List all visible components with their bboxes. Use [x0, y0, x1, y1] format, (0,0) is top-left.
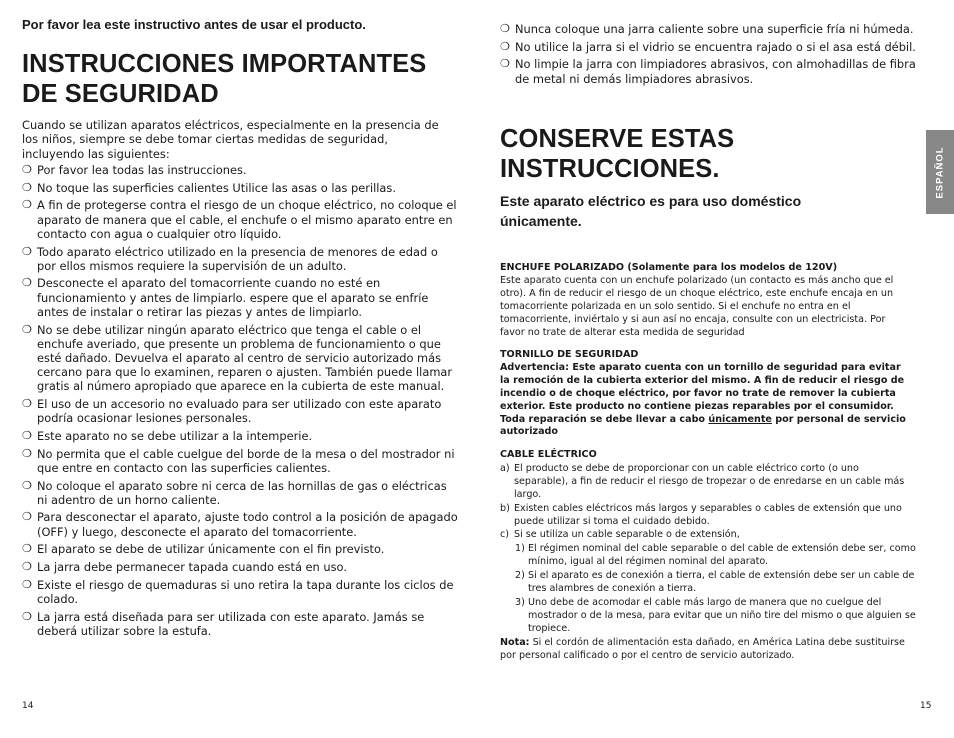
bullet-text: No se debe utilizar ningún aparato eléctrico que tenga el cable o el enchufe averiado, que presente un problema de funcionamiento o que esté dañado. Devuelva el aparato al centro de servicio autorizado más cercano para que lo examinen, reparen o ajusten. También puede llamar gratis al número apropiado que aparece en la cubierta de este manual. — [37, 322, 453, 394]
cord-item-letter: c) — [500, 529, 510, 541]
cord-subitem-text: Uno debe de acomodar el cable más largo de manera que no cuelgue del mostrador o de la mesa, para evitar que un niño tire del mismo o que alguien se tropiece. — [528, 596, 916, 634]
cord-item — [500, 529, 916, 542]
safety-screw-section — [500, 349, 910, 439]
bullet-circle-icon: ❍ — [22, 609, 32, 623]
page-number-left: 14 — [22, 701, 34, 711]
bullet-circle-icon: ❍ — [500, 39, 510, 53]
power-cord-heading: CABLE ELÉCTRICO — [500, 449, 597, 460]
bullet-circle-icon: ❍ — [22, 322, 32, 336]
cord-subitem-text: El régimen nominal del cable separable o del cable de extensión debe ser, como mínimo, igual al del régimen nominal del aparato. — [528, 543, 916, 568]
cord-subitem-text: Si el aparato es de conexión a tierra, el cable de extensión debe ser un cable de tres alambres de conexión a tierra. — [528, 570, 915, 595]
power-cord-section — [500, 449, 916, 663]
polarized-plug-text: Este aparato cuenta con un enchufe polarizado (un contacto es más ancho que el otro). A fin de reducir el riesgo de un choque eléctrico, este enchufe encaja en un tomacorriente polarizada en un solo sentido. Si el enchufe no entra en el tomacorriente, inviértalo y si aun así no encaja, consulte con un electricista. Por favor no trate de alterar esta medida de seguridad — [500, 274, 894, 338]
bullet-item — [22, 163, 458, 177]
bullet-text: No utilice la jarra si el vidrio se encuentra rajado o si el asa está débil. — [515, 39, 916, 54]
power-cord-note — [500, 637, 916, 663]
bullet-item — [500, 40, 918, 54]
safety-screw-heading: TORNILLO DE SEGURIDAD — [500, 349, 639, 360]
bullet-item — [22, 181, 458, 195]
bullet-item — [22, 198, 458, 241]
bullet-circle-icon: ❍ — [500, 57, 510, 71]
bullet-text: La jarra está diseñada para ser utilizada con este aparato. Jamás se deberá utilizar sobre la estufa. — [37, 609, 425, 638]
bullet-item — [500, 22, 918, 36]
safety-screw-text — [500, 362, 906, 438]
cord-subitem-number: 1) — [515, 543, 525, 555]
safety-screw-text-b: por personal de servicio autorizado — [500, 413, 906, 438]
cord-subitem-number: 2) — [515, 570, 525, 582]
jar-bullet-list — [500, 22, 918, 89]
bullet-item — [22, 245, 458, 273]
conserve-title-line2: INSTRUCCIONES. — [500, 155, 720, 183]
bullet-item — [22, 397, 458, 425]
bullet-circle-icon: ❍ — [22, 244, 32, 258]
bullet-text: Este aparato no se debe utilizar a la intemperie. — [37, 428, 313, 443]
language-tab — [926, 130, 954, 214]
bullet-text: Todo aparato eléctrico utilizado en la presencia de menores de edad o por ellos mismos requiere la supervisión de un adulto. — [37, 244, 438, 273]
bullet-item — [500, 57, 918, 85]
bullet-text: No permita que el cable cuelgue del borde de la mesa o del mostrador ni que entre en contacto con las superficies calientes. — [37, 446, 455, 475]
cord-subitem — [500, 543, 916, 569]
bullet-circle-icon: ❍ — [22, 180, 32, 194]
cord-item-letter: b) — [500, 502, 510, 514]
bullet-item — [22, 323, 458, 394]
polarized-plug-heading: ENCHUFE POLARIZADO (Solamente para los modelos de 120V) — [500, 262, 838, 273]
bullet-text: Por favor lea todas las instrucciones. — [37, 163, 247, 177]
safety-title — [22, 49, 426, 109]
cord-item — [500, 503, 916, 529]
bullet-text: Existe el riesgo de quemaduras si uno retira la tapa durante los ciclos de colado. — [37, 577, 454, 606]
bullet-circle-icon: ❍ — [22, 198, 32, 212]
bullet-circle-icon: ❍ — [22, 542, 32, 556]
bullet-text: Para desconectar el aparato, ajuste todo control a la posición de apagado (OFF) y luego, desconecte el aparato del tomacorriente. — [37, 510, 458, 539]
bullet-circle-icon: ❍ — [500, 22, 510, 35]
cord-subitem — [500, 570, 916, 596]
bullet-item — [22, 560, 458, 574]
bullet-item — [22, 447, 458, 475]
safety-screw-text-a: Advertencia: Este aparato cuenta con un tornillo de seguridad para evitar la remoción de la cubierta exterior del mismo. A fin de reducir el riesgo de incendio o de choque eléctrico, por favor no trate de remover la cubierta exterior. Este producto no contiene piezas reparables por el consumidor. Toda reparación se debe llevar a cabo — [500, 361, 905, 425]
cord-item-text: Existen cables eléctricos más largos y separables o cables de extensión que uno puede utilizar si toma el cuidado debido. — [514, 502, 902, 527]
intro-paragraph: Cuando se utilizan aparatos eléctricos, especialmente en la presencia de los niños, siempre se debe tomar ciertas medidas de seguridad, incluyendo las siguientes: — [22, 118, 439, 161]
cord-subitem — [500, 597, 916, 636]
note-label: Nota: — [500, 636, 530, 648]
power-cord-numbered — [500, 543, 916, 635]
safety-title-line2: DE SEGURIDAD — [22, 80, 219, 108]
cord-subitem-number: 3) — [515, 596, 525, 608]
safety-screw-underlined: únicamente — [708, 413, 772, 425]
note-text: Si el cordón de alimentación esta dañado, en América Latina debe sustituirse por personal calificado o por el centro de servicio autorizado. — [500, 636, 905, 661]
cord-item-text: Si se utiliza un cable separable o de extensión, — [514, 529, 740, 541]
bullet-text: No limpie la jarra con limpiadores abrasivos, con almohadillas de fibra de metal ni demás limpiadores abrasivos. — [515, 57, 916, 86]
cord-item — [500, 463, 916, 502]
bullet-item — [22, 429, 458, 443]
power-cord-items — [500, 463, 916, 542]
bullet-text: No toque las superficies calientes Utilice las asas o las perillas. — [37, 180, 396, 195]
bullet-circle-icon: ❍ — [22, 577, 32, 591]
polarized-plug-section — [500, 262, 910, 339]
bullet-item — [22, 479, 458, 507]
bullet-circle-icon: ❍ — [22, 446, 32, 460]
bullet-circle-icon: ❍ — [22, 163, 32, 176]
language-tab-label: ESPAÑOL — [934, 145, 946, 199]
bullet-circle-icon: ❍ — [22, 276, 32, 290]
bullet-text: A fin de protegerse contra el riesgo de un choque eléctrico, no coloque el aparato de manera que el cable, el enchufe o el mismo aparato entre en contacto con agua o cualquier otro líquido. — [37, 198, 457, 241]
bullet-circle-icon: ❍ — [22, 560, 32, 574]
bullet-text: Desconecte el aparato del tomacorriente cuando no esté en funcionamiento y antes de limpiarlo. espere que el aparato se enfríe antes de instalar o retirar las piezas y antes de limpiarlo. — [37, 276, 429, 319]
bullet-text: No coloque el aparato sobre ni cerca de las hornillas de gas o eléctricas ni adentro de un horno caliente. — [37, 478, 447, 507]
bullet-item — [22, 542, 458, 556]
bullet-item — [22, 276, 458, 319]
domestic-use-subheading: Este aparato eléctrico es para uso doméstico únicamente. — [500, 193, 802, 229]
cord-item-letter: a) — [500, 462, 510, 474]
bullet-text: Nunca coloque una jarra caliente sobre una superficie fría ni húmeda. — [515, 22, 914, 36]
bullet-item — [22, 578, 458, 606]
bullet-item — [22, 610, 458, 638]
bullet-circle-icon: ❍ — [22, 510, 32, 524]
safety-bullet-list — [22, 163, 458, 642]
intro-note: Por favor lea este instructivo antes de usar el producto. — [22, 17, 366, 32]
safety-title-line1: INSTRUCCIONES IMPORTANTES — [22, 50, 427, 78]
bullet-circle-icon: ❍ — [22, 478, 32, 492]
bullet-circle-icon: ❍ — [22, 397, 32, 411]
conserve-title-line1: CONSERVE ESTAS — [500, 125, 735, 153]
page-number-right: 15 — [920, 701, 932, 711]
bullet-item — [22, 510, 458, 538]
bullet-circle-icon: ❍ — [22, 428, 32, 442]
conserve-title — [500, 124, 734, 184]
bullet-text: El aparato se debe de utilizar únicamente con el fin previsto. — [37, 542, 385, 557]
bullet-text: El uso de un accesorio no evaluado para ser utilizado con este aparato podría ocasionar lesiones personales. — [37, 397, 442, 426]
bullet-text: La jarra debe permanecer tapada cuando está en uso. — [37, 560, 347, 575]
cord-item-text: El producto se debe de proporcionar con un cable eléctrico corto (o uno separable), a fin de reducir el riesgo de tropezar o de enredarse en un cable más largo. — [514, 462, 905, 500]
